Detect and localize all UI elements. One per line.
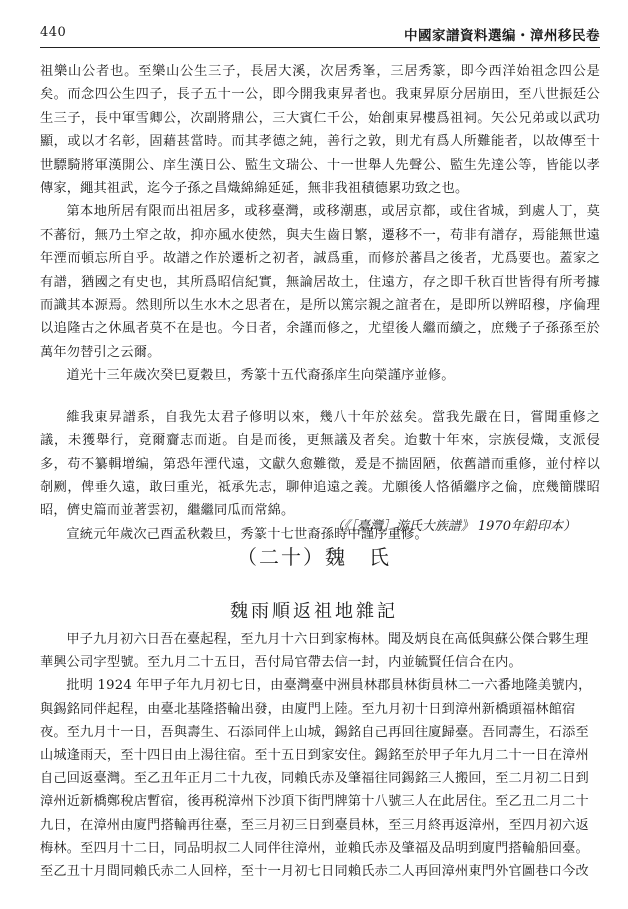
page-header <box>40 22 600 44</box>
running-title: 中國家譜資料選编・漳州移民卷 <box>404 28 600 44</box>
preface-section <box>40 60 600 546</box>
section-heading: （二十）魏 氏 <box>237 545 391 569</box>
spacer <box>40 388 600 406</box>
paragraph: 維我東昇譜系，自我先太君子修明以來，幾八十年於兹矣。當我先嚴在日，嘗聞重修之議，未獲舉行，竟爾齎志而逝。自是而後，更無議及者矣。迨數十年來，宗族侵熾，支派侵多，苟不纂輯增编，第恐年湮代遠，文獻久愈難徵，爰是不揣固陋，依舊譜而重修，並付梓以剞劂，俾垂久遠，敢曰重光，祗承先志，聊伸追遠之義。尤願後人恪循繼序之倫，庶幾簡牒昭昭，儕史篇而並著雲初，繼繼同瓜而常綿。 <box>40 409 600 519</box>
page-number: 440 <box>40 25 67 40</box>
paragraph: 宣統元年歲次己酉孟秋穀旦，秀篆十七世裔孫時中謹序重修。 <box>66 526 428 542</box>
paragraph: 批明 1924 年甲子年九月初七日，由臺灣臺中洲員林郡員林街員林二一六番地隆美號内，與錫銘同伴起程，由臺北基隆搭輪出發，由廈門上陸。至九月初十日到漳州新橋頭福林館宿夜。至九月十一日，吾與壽生、石添同伴上山城，錫銘自己再回往廈歸臺。吾同壽生，石添至山城逢雨天，至十四日由上湯往宿。至十五日到家安住。錫銘至於甲子年九月二十一日在漳州自己回返臺灣。至乙丑年正月二十九夜，同賴氏赤及肇福往同錫銘三人搬回，至二月初二日到漳州近新橋鄭稅店暫宿，後再税漳州下沙頂下街門牌第十八號三人在此居住。至乙丑二月二十九日，在漳州由廈門搭輪再往臺，至三月初三日到臺員林，至三月終再返漳州，至四月初六返梅林。至四月十二日，同品明叔二人同伴往漳州，並賴氏赤及肇福及品明到廈門搭輪船回臺。至乙丑十月間同賴氏赤二人回梓，至十一月初七日同賴氏赤二人再回漳州東門外官圖巷口今改 <box>40 678 592 880</box>
paragraph: 道光十三年歲次癸巳夏穀旦，秀篆十五代裔孫庠生向榮謹序並修。 <box>66 368 455 384</box>
paragraph: 祖樂山公者也。至樂山公生三子，長居大溪，次居秀峯，三居秀篆，即今西洋始祖念四公是矣。而念四公生四子，長子五十一公，即今開我東昇者也。我東昇原分居崩田，至八世振廷公生三子，長中軍雪卿公，次副將鼎公，三大賓仁千公，始創東昇樓爲祖祠。矢公兄弟或以武功顯，或以才名彰，固藉甚當時。而其孝德之純，善行之敦，則尤有爲人所難能者，以故傳至十世驃騎將軍漢開公、庠生漢日公、監生文瑞公、十一世舉人先聲公、監生先達公等，皆能以孝傳家，繩其祖武，迄今子孫之昌熾綿綿延延，無非我祖積德累功致之也。 <box>40 64 600 197</box>
paragraph: 甲子九月初六日吾在臺起程，至九月十六日到家梅林。聞及炳良在高低與蘇公傑合夥生理華興公司字型號。至九月二十五日，吾付局官帶去信一封，内並毓賢任信合在内。 <box>40 632 589 671</box>
article-title: 魏雨順返祖地雜記 <box>230 601 398 622</box>
article-body <box>40 628 600 883</box>
header-rule <box>40 47 600 48</box>
paragraph: 第本地所居有限而出祖居多，或移臺灣，或移潮惠，或居京都，或住省城，到處人丁，莫不蕃衍，無乃土窄之故，抑亦風水使然，與夫生齒日繁，遷移不一，苟非有譜存，焉能無世遠年湮而頓忘所自乎。故譜之作於遷析之初者，誠爲重，而修於蕃昌之後者，尤爲要也。蓋家之有譜，猶國之有史也，其所爲昭信紀實，無論居故土，住遠方，存之即千秋百世皆得有所考據而識其本源焉。然則所以生水木之思者在，是所以篤宗親之誼者在，是即所以辨昭穆，序倫理以追隆古之休風者莫不在是也。今日者，余謹而修之，尤望後人繼而續之，庶幾子子孫孫至於萬年勿替引之云爾。 <box>40 204 600 360</box>
source-note: （《［臺灣］游氏大族譜》 1970年鉛印本） <box>330 519 576 534</box>
